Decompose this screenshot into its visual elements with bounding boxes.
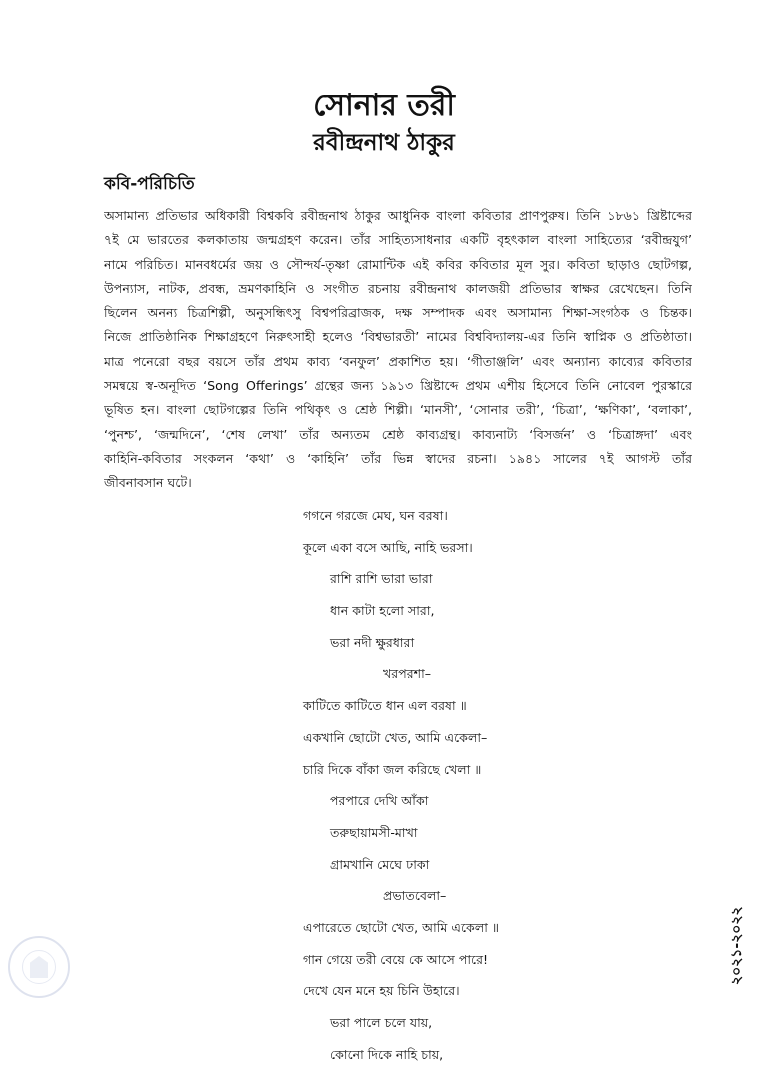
- poem-line: প্রভাতবেলা–: [383, 888, 447, 904]
- poet-biography: [104, 204, 692, 496]
- poem-line: কূলে একা বসে আছি, নাহি ভরসা।: [303, 539, 473, 555]
- poem-line: একখানি ছোটো খেত, আমি একেলা–: [303, 729, 488, 745]
- poem-line: তরুছায়ামসী-মাখা: [330, 824, 418, 840]
- poem-line: ধান কাটা হলো সারা,: [330, 603, 435, 619]
- bio-line: ৭ই মে ভারতের কলকাতায় জন্মগ্রহণ করেন। তাঁর সাহিত্যসাধনার একটি বৃহৎকাল বাংলা সাহিত্যের ‘রবীন্দ্রযুগ’: [104, 232, 692, 248]
- bio-line: ছিলেন অনন্য চিত্রশিল্পী, অনুসন্ধিৎসু বিশ্বপরিব্রাজক, দক্ষ সম্পাদক এবং অসামান্য শিক্ষা-সংগঠক ও চিন্তক।: [104, 305, 692, 321]
- poem-line: দেখে যেন মনে হয় চিনি উহারে।: [303, 983, 460, 999]
- poem-line: গগনে গরজে মেঘ, ঘন বরষা।: [303, 508, 448, 523]
- year-stamp: ২০২১-২০২২: [729, 906, 745, 985]
- poem-line: কাটিতে কাটিতে ধান এল বরষা ॥: [303, 698, 467, 714]
- bio-line: ভূষিত হন। বাংলা ছোটগল্পের তিনি পথিকৃৎ ও শ্রেষ্ঠ শিল্পী। ‘মানসী’, ‘সোনার তরী’, ‘চিত্রা’, ‘ক্ষণিকা’, ‘বলাকা’,: [104, 402, 692, 418]
- poem-line: এপারেতে ছোটো খেত, আমি একেলা ॥: [303, 919, 499, 935]
- poem-text: [303, 500, 499, 1070]
- poem-line: গান গেয়ে তরী বেয়ে কে আসে পারে!: [303, 951, 489, 967]
- bio-line: নামে পরিচিত। মানবধর্মের জয় ও সৌন্দর্য-তৃষ্ণা রোমান্টিক এই কবির কবিতার মূল সুর। কবিতা ছাড়াও ছোটগল্প,: [104, 256, 692, 272]
- section-heading: কবি-পরিচিতি: [104, 174, 195, 194]
- bio-line: মাত্র পনেরো বছর বয়সে তাঁর প্রথম কাব্য ‘বনফুল’ প্রকাশিত হয়। ‘গীতাঞ্জলি’ এবং অন্যান্য কাব্যের কবিতার: [104, 353, 692, 369]
- poem-author: রবীন্দ্রনাথ ঠাকুর: [313, 130, 455, 156]
- bio-line: জীবনাবসান ঘটে।: [104, 475, 192, 491]
- poem-line: খরপরশা–: [383, 666, 432, 682]
- bio-line: নিজে প্রাতিষ্ঠানিক শিক্ষাগ্রহণে নিরুৎসাহী হলেও ‘বিশ্বভারতী’ নামের বিশ্ববিদ্যালয়-এর তিনি স্বাপ্নিক ও প্রতিষ্ঠাতা।: [104, 329, 692, 345]
- poem-line: পরপারে দেখি আঁকা: [330, 793, 429, 809]
- bio-line: উপন্যাস, নাটক, প্রবন্ধ, ভ্রমণকাহিনি ও সংগীত রচনায় রবীন্দ্রনাথ কালজয়ী প্রতিভার স্বাক্ষর রেখেছেন। তিনি: [104, 280, 692, 296]
- bio-line: ‘পুনশ্চ’, ‘জন্মদিনে’, ‘শেষ লেখা’ তাঁর অন্যতম শ্রেষ্ঠ কাব্যগ্রন্থ। কাব্যনাট্য ‘বিসর্জন’ ও ‘চিত্রাঙ্গদা’ এবং: [104, 426, 692, 442]
- poem-title: সোনার তরী: [313, 88, 455, 123]
- poem-line: রাশি রাশি ভারা ভারা: [330, 571, 433, 587]
- bio-line: কাহিনি-কবিতার সংকলন ‘কথা’ ও ‘কাহিনি’ তাঁর ভিন্ন স্বাদের রচনা। ১৯৪১ সালের ৭ই আগস্ট তাঁর: [104, 450, 692, 466]
- board-seal-icon: [8, 936, 70, 998]
- poem-line: গ্রামখানি মেঘে ঢাকা: [330, 856, 430, 872]
- bio-line: অসামান্য প্রতিভার অধিকারী বিশ্বকবি রবীন্দ্রনাথ ঠাকুর আধুনিক বাংলা কবিতার প্রাণপুরুষ। তিনি ১৮৬১ খ্রিষ্টাব্দের: [104, 208, 692, 223]
- poem-line: চারি দিকে বাঁকা জল করিছে খেলা ॥: [303, 761, 482, 777]
- poem-line: কোনো দিকে নাহি চায়,: [330, 1046, 444, 1062]
- poem-line: ভরা পালে চলে যায়,: [330, 1015, 433, 1030]
- poem-line: ভরা নদী ক্ষুরধারা: [330, 634, 415, 650]
- bio-line: সমন্বয়ে স্ব-অনূদিত ‘Song Offerings’ গ্রন্থের জন্য ১৯১৩ খ্রিষ্টাব্দে প্রথম এশীয় হিসেবে তিনি নোবেল পুরস্কারে: [104, 378, 692, 394]
